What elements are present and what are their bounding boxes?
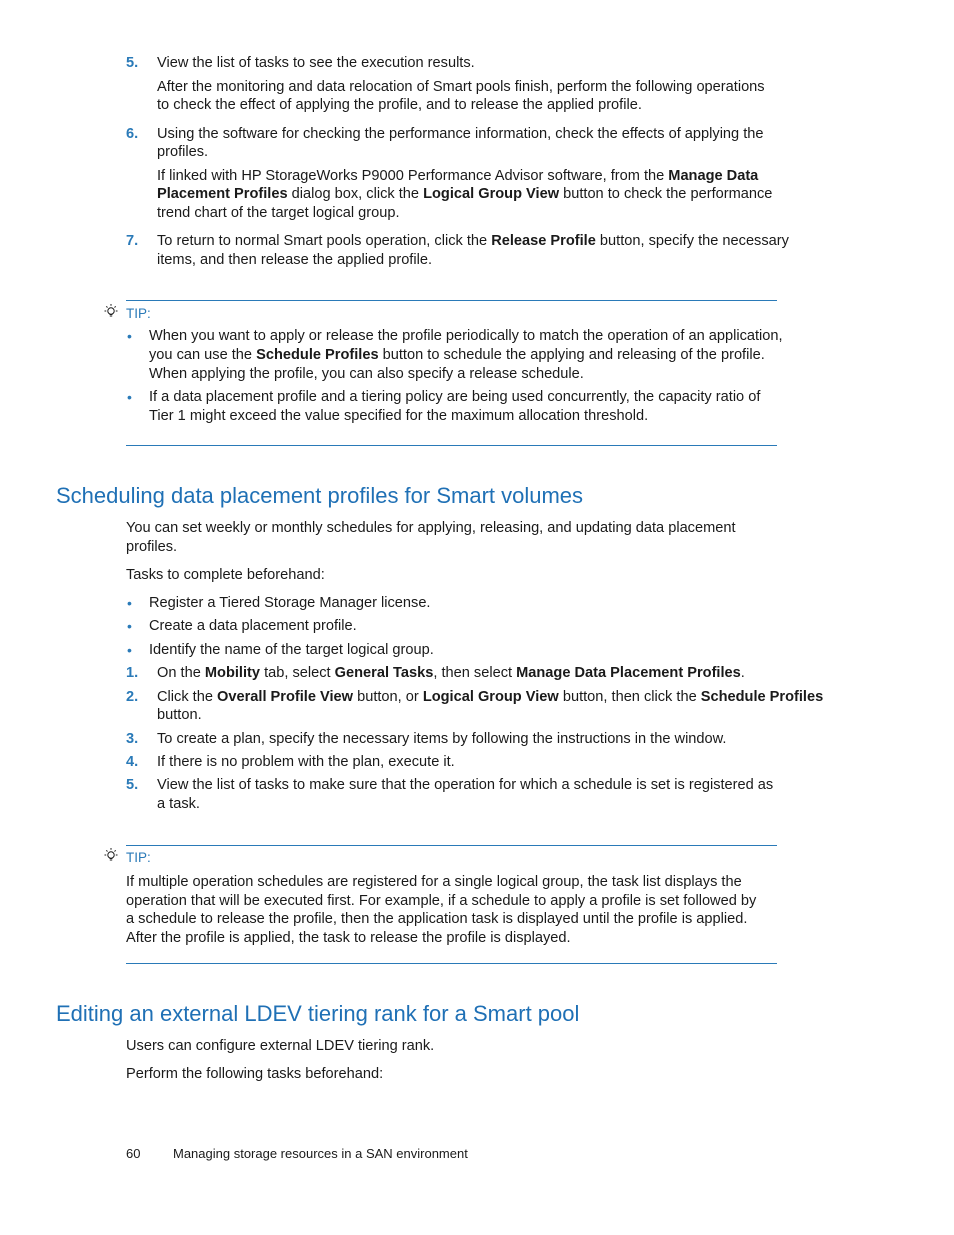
step-paragraph-line: After the monitoring and data relocation of Smart pools finish, perform the following operations [157,79,765,95]
bullet: • [127,595,132,611]
step-paragraph-line: If linked with HP StorageWorks P9000 Performance Advisor software, from the Manage Data [157,168,759,184]
tip-text: you can use the Schedule Profiles button to schedule the applying and releasing of the profile. [149,347,765,363]
step-text: profiles. [157,144,209,160]
section-heading: Editing an external LDEV tiering rank for a Smart pool [56,1001,580,1026]
step-number: 7. [126,233,139,249]
page-number: 60 [126,1146,141,1161]
tasks-beforehand-label: Tasks to complete beforehand: [126,567,325,583]
section-intro: Users can configure external LDEV tiering rank. [126,1038,435,1054]
step-text: items, and then release the applied profile. [157,252,433,268]
step-number: 6. [126,126,139,142]
bullet: • [127,389,132,405]
bullet: • [127,642,132,658]
tip-top-rule [126,300,777,301]
tip-text: When you want to apply or release the profile periodically to match the operation of an application, [149,328,783,344]
step-number: 1. [126,665,139,681]
step-paragraph-line: Placement Profiles dialog box, click the Logical Group View button to check the performance [157,186,773,202]
step-number: 2. [126,689,139,705]
step-paragraph-line: to check the effect of applying the profile, and to release the applied profile. [157,97,642,113]
step-number: 4. [126,754,139,770]
tip-top-rule [126,845,777,846]
step-number: 3. [126,731,139,747]
bullet: • [127,618,132,634]
step-text: To return to normal Smart pools operation, click the Release Profile button, specify the necessary [157,233,789,249]
section-intro: You can set weekly or monthly schedules for applying, releasing, and updating data placement [126,520,736,536]
list-item: Create a data placement profile. [149,618,357,634]
step-text: View the list of tasks to make sure that the operation for which a schedule is set is registered as [157,777,774,793]
step-text: button. [157,707,202,723]
tip-text: Tier 1 might exceed the value specified for the maximum allocation threshold. [149,408,649,424]
tip-text: If a data placement profile and a tiering policy are being used concurrently, the capacity ratio of [149,389,761,405]
tip-text: After the profile is applied, the task to release the profile is displayed. [126,930,571,946]
tip-bottom-rule [126,963,777,964]
lightbulb-icon [102,847,120,865]
step-number: 5. [126,55,139,71]
tip-bottom-rule [126,445,777,446]
step-text: If there is no problem with the plan, execute it. [157,754,455,770]
tip-text: operation that will be executed first. For example, if a schedule to apply a profile is set followed by [126,893,757,909]
section-intro: profiles. [126,539,178,555]
lightbulb-icon [102,303,120,321]
step-paragraph-line: trend chart of the target logical group. [157,205,400,221]
bullet: • [127,328,132,344]
list-item: Register a Tiered Storage Manager license. [149,595,431,611]
tip-label: TIP: [126,850,151,865]
list-item: Identify the name of the target logical group. [149,642,434,658]
step-text: View the list of tasks to see the execution results. [157,55,475,71]
step-text: To create a plan, specify the necessary items by following the instructions in the window. [157,731,727,747]
tip-text: a schedule to release the profile, then the application task is displayed until the profile is applied. [126,911,748,927]
section-heading: Scheduling data placement profiles for Smart volumes [56,483,584,508]
footer-title: Managing storage resources in a SAN environment [173,1146,468,1161]
step-number: 5. [126,777,139,793]
tip-label: TIP: [126,306,151,321]
tip-text: If multiple operation schedules are registered for a single logical group, the task list displays the [126,874,742,890]
tip-text: When applying the profile, you can also specify a release schedule. [149,366,584,382]
step-text: a task. [157,796,200,812]
step-text: Using the software for checking the performance information, check the effects of applying the [157,126,764,142]
tasks-beforehand-label: Perform the following tasks beforehand: [126,1066,384,1082]
step-text: On the Mobility tab, select General Tasks, then select Manage Data Placement Profiles. [157,665,745,681]
step-text: Click the Overall Profile View button, or Logical Group View button, then click the Schedule Profiles [157,689,824,705]
